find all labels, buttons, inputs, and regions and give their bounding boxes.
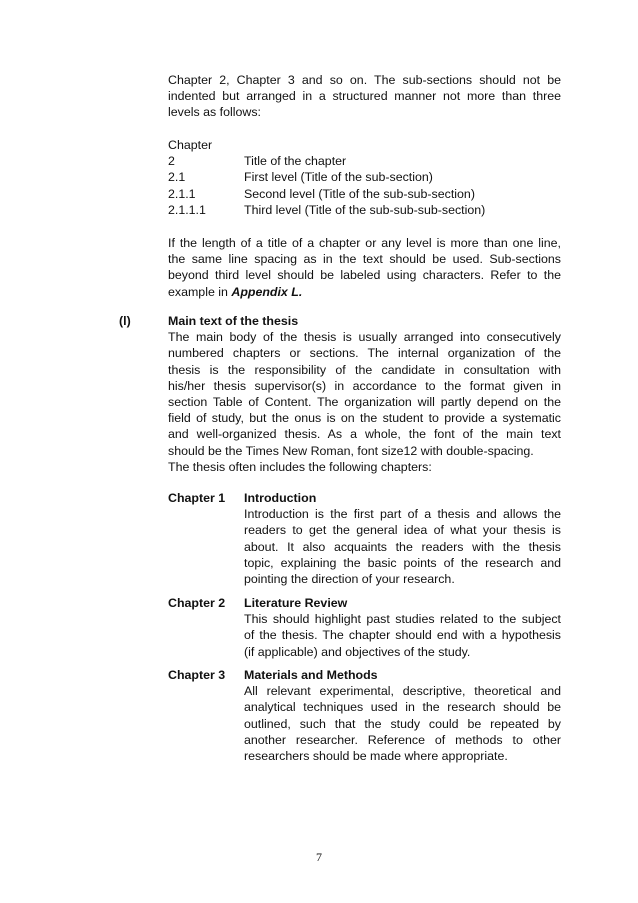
level-text: Third level (Title of the sub-sub-sub-section) [244, 202, 486, 217]
section-marker: (l) [119, 314, 131, 328]
chapter-title: Introduction [244, 491, 317, 505]
chapter-line: Introduction is the first part of a thesis and allows the [244, 507, 561, 522]
intro-line: Chapter 2, Chapter 3 and so on. The sub-sections should not be [168, 73, 561, 87]
chapter-line: outlined, such that the study could be repeated by [244, 716, 561, 731]
level-number: 2.1.1 [168, 186, 196, 201]
main-text-line: The main body of the thesis is usually arranged into consecutively [168, 330, 561, 345]
chapter-line: readers to get the general idea of what your thesis is [244, 523, 561, 538]
main-text-line: and well-organized thesis. As a whole, the font of the main text [168, 427, 561, 442]
main-text-section [168, 313, 561, 459]
length-paragraph [168, 235, 561, 300]
level-row [168, 169, 561, 185]
main-text-line: his/her thesis supervisor(s) in accordance to the format given in [168, 378, 561, 393]
level-row [168, 153, 561, 169]
section-title: Main text of the thesis [168, 314, 299, 328]
chapter-line: This should highlight past studies related to the subject [244, 612, 561, 627]
chapter-line: pointing the direction of your research. [244, 572, 455, 587]
chapter-description [244, 667, 561, 764]
main-text-line: thesis is the responsibility of the candidate in consultation with [168, 362, 561, 377]
length-line: beyond third level should be labeled using characters. Refer to the [168, 268, 561, 283]
level-number: 2.1.1.1 [168, 202, 206, 217]
chapter-line: (if applicable) and objectives of the study. [244, 644, 471, 659]
chapter-line: another researcher. Reference of methods to other [244, 732, 561, 747]
levels-heading: Chapter [168, 138, 213, 152]
chapter-line: analytical techniques used in the research should be [244, 700, 561, 715]
chapter-line: about. It also acquaints the readers with the thesis [244, 539, 561, 554]
intro-paragraph [168, 72, 561, 121]
level-row [168, 186, 561, 202]
level-text: First level (Title of the sub-section) [244, 170, 433, 185]
page-number: 7 [316, 850, 322, 864]
main-text-line: numbered chapters or sections. The internal organization of the [168, 346, 561, 361]
chapter-line: researchers should be made where appropriate. [244, 749, 508, 764]
level-number: 2 [168, 154, 175, 169]
chapter-title: Materials and Methods [244, 668, 378, 682]
main-text-line: should be the Times New Roman, font size12 with double-spacing. [168, 443, 534, 458]
main-text-line: section Table of Content. The organization will partly depend on the [168, 395, 561, 410]
chapter-line: of the thesis. The chapter should end with a hypothesis [244, 628, 561, 643]
chapters-intro: The thesis often includes the following chapters: [168, 460, 432, 474]
chapter-label: Chapter 1 [168, 491, 226, 505]
level-number: 2.1 [168, 170, 186, 185]
chapter-title: Literature Review [244, 596, 348, 610]
chapter-line: All relevant experimental, descriptive, theoretical and [244, 684, 561, 699]
level-text: Second level (Title of the sub-sub-section) [244, 186, 475, 201]
chapter-line: topic, explaining the basic points of the research and [244, 555, 561, 570]
chapter-description [244, 595, 561, 660]
level-row [168, 202, 561, 218]
levels-list [168, 137, 561, 218]
chapter-label: Chapter 2 [168, 596, 226, 610]
intro-line: indented but arranged in a structured manner not more than three [168, 89, 561, 104]
intro-line: levels as follows: [168, 105, 261, 120]
length-line [168, 284, 561, 300]
level-text: Title of the chapter [244, 154, 347, 169]
length-line: If the length of a title of a chapter or any level is more than one line, [168, 236, 561, 250]
length-line-prefix: example in [168, 284, 232, 299]
length-line: the same line spacing as in the text should be used. Sub-sections [168, 252, 561, 267]
main-text-line: field of study, but the onus is on the student to provide a systematic [168, 411, 561, 426]
chapter-label: Chapter 3 [168, 668, 226, 682]
appendix-reference: Appendix L. [231, 284, 303, 299]
chapter-description [244, 490, 561, 587]
